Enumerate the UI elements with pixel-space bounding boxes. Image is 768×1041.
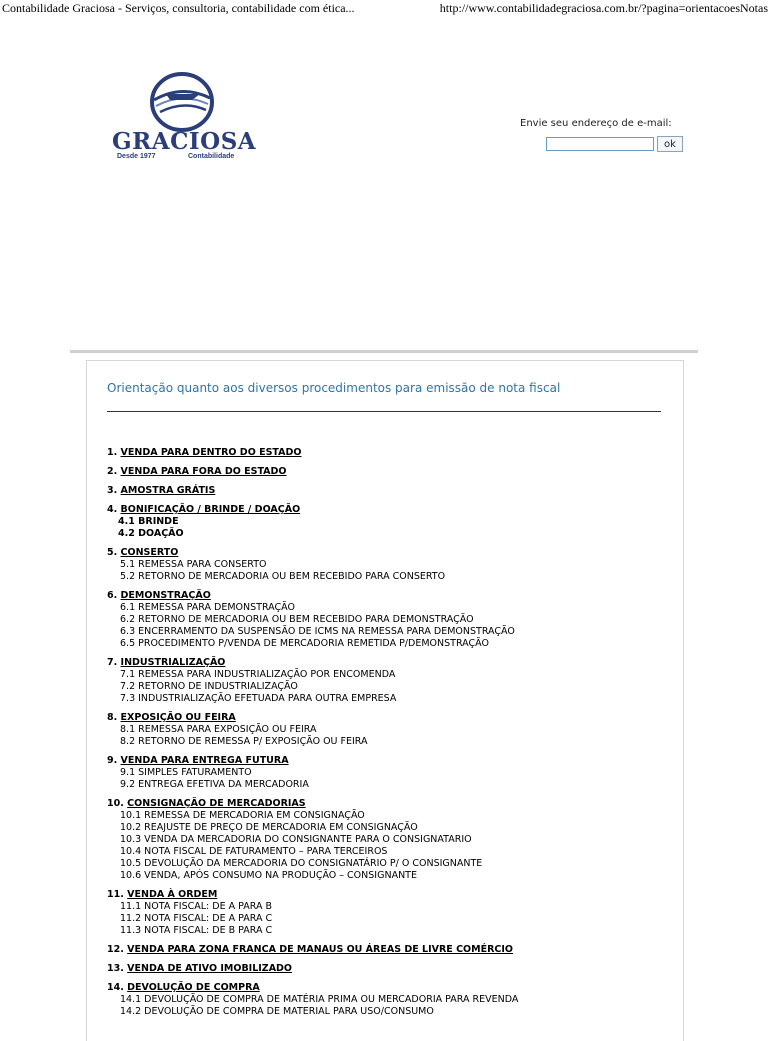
section-subitem[interactable]: 6.3 ENCERRAMENTO DA SUSPENSÃO DE ICMS NA REMESSA PARA DEMONSTRAÇÃO <box>120 626 515 637</box>
logo-subtitle: Contabilidade <box>188 153 235 160</box>
print-page-title: Contabilidade Graciosa - Serviços, consultoria, contabilidade com ética... <box>2 1 355 15</box>
section-7 <box>107 657 667 705</box>
section-subitem[interactable]: 6.2 RETORNO DE MERCADORIA OU BEM RECEBIDO PARA DEMONSTRAÇÃO <box>120 614 474 625</box>
section-link[interactable]: CONSERTO <box>120 547 179 558</box>
section-heading <box>107 485 667 497</box>
logo-since: Desde 1977 <box>117 153 156 160</box>
email-input[interactable] <box>546 137 654 151</box>
section-heading <box>107 547 667 559</box>
section-number: 7. <box>107 657 118 668</box>
section-subitem[interactable]: 6.1 REMESSA PARA DEMONSTRAÇÃO <box>120 602 295 613</box>
section-number: 13. <box>107 963 124 974</box>
section-heading <box>107 798 667 810</box>
section-link[interactable]: VENDA À ORDEM <box>127 889 218 900</box>
section-12 <box>107 944 667 956</box>
section-number: 5. <box>107 547 118 558</box>
content-panel <box>86 360 684 1041</box>
section-subitem[interactable]: 14.1 DEVOLUÇÃO DE COMPRA DE MATÉRIA PRIMA OU MERCADORIA PARA REVENDA <box>120 994 519 1005</box>
section-heading <box>107 590 667 602</box>
section-subitem[interactable]: 7.2 RETORNO DE INDUSTRIALIZAÇÃO <box>120 681 298 692</box>
section-subitem[interactable]: 5.1 REMESSA PARA CONSERTO <box>120 559 267 570</box>
section-subitem[interactable]: 7.3 INDUSTRIALIZAÇÃO EFETUADA PARA OUTRA EMPRESA <box>120 693 397 704</box>
section-subitem[interactable]: 9.2 ENTREGA EFETIVA DA MERCADORIA <box>120 779 309 790</box>
section-subitem[interactable]: 10.6 VENDA, APÓS CONSUMO NA PRODUÇÃO – CONSIGNANTE <box>120 870 417 881</box>
section-1 <box>107 447 667 459</box>
section-link[interactable]: AMOSTRA GRÁTIS <box>120 485 216 496</box>
section-8 <box>107 712 667 748</box>
section-link[interactable]: VENDA DE ATIVO IMOBILIZADO <box>127 963 293 974</box>
section-6 <box>107 590 667 650</box>
section-link[interactable]: INDUSTRIALIZAÇÃO <box>120 657 226 668</box>
section-number: 9. <box>107 755 118 766</box>
section-link[interactable]: VENDA PARA DENTRO DO ESTADO <box>120 447 302 458</box>
section-subitem[interactable]: 10.3 VENDA DA MERCADORIA DO CONSIGNANTE PARA O CONSIGNATARIO <box>120 834 472 845</box>
section-subitem[interactable]: 8.1 REMESSA PARA EXPOSIÇÃO OU FEIRA <box>120 724 317 735</box>
logo-emblem-icon <box>112 70 252 132</box>
section-11 <box>107 889 667 937</box>
section-number: 10. <box>107 798 124 809</box>
header-divider <box>70 350 698 353</box>
section-heading <box>107 504 667 516</box>
section-14 <box>107 982 667 1018</box>
section-number: 4. <box>107 504 118 515</box>
section-link[interactable]: EXPOSIÇÃO OU FEIRA <box>120 712 236 723</box>
section-number: 12. <box>107 944 124 955</box>
section-subitem[interactable]: 14.2 DEVOLUÇÃO DE COMPRA DE MATERIAL PARA USO/CONSUMO <box>120 1006 434 1017</box>
section-heading <box>107 657 667 669</box>
section-heading <box>107 447 667 459</box>
section-subitem[interactable]: 11.2 NOTA FISCAL: DE A PARA C <box>120 913 273 924</box>
section-13 <box>107 963 667 975</box>
section-number: 2. <box>107 466 118 477</box>
section-subitem[interactable]: 9.1 SIMPLES FATURAMENTO <box>120 767 252 778</box>
section-link[interactable]: DEMONSTRAÇÃO <box>120 590 211 601</box>
section-10 <box>107 798 667 882</box>
section-link[interactable]: BONIFICAÇÃO / BRINDE / DOAÇÃO <box>120 504 301 515</box>
section-number: 14. <box>107 982 124 993</box>
section-heading <box>107 889 667 901</box>
print-header <box>0 0 768 18</box>
section-3 <box>107 485 667 497</box>
section-subitem[interactable]: 4.2 DOAÇÃO <box>118 528 184 539</box>
section-subitem[interactable]: 4.1 BRINDE <box>118 516 179 527</box>
section-subitem[interactable]: 11.1 NOTA FISCAL: DE A PARA B <box>120 901 273 912</box>
section-number: 8. <box>107 712 118 723</box>
section-subitem[interactable]: 7.1 REMESSA PARA INDUSTRIALIZAÇÃO POR ENCOMENDA <box>120 669 396 680</box>
section-number: 6. <box>107 590 118 601</box>
section-heading <box>107 755 667 767</box>
logo[interactable] <box>112 70 257 165</box>
section-9 <box>107 755 667 791</box>
section-subitem[interactable]: 6.5 PROCEDIMENTO P/VENDA DE MERCADORIA REMETIDA P/DEMONSTRAÇÃO <box>120 638 489 649</box>
section-link[interactable]: DEVOLUÇÃO DE COMPRA <box>127 982 260 993</box>
section-number: 1. <box>107 447 118 458</box>
section-4 <box>107 504 667 540</box>
section-heading <box>107 712 667 724</box>
section-subitem[interactable]: 10.4 NOTA FISCAL DE FATURAMENTO – PARA TERCEIROS <box>120 846 388 857</box>
section-subitem[interactable]: 8.2 RETORNO DE REMESSA P/ EXPOSIÇÃO OU FEIRA <box>120 736 368 747</box>
section-heading <box>107 466 667 478</box>
section-subitem[interactable]: 11.3 NOTA FISCAL: DE B PARA C <box>120 925 273 936</box>
section-link[interactable]: CONSIGNAÇÃO DE MERCADORIAS <box>127 798 306 809</box>
section-5 <box>107 547 667 583</box>
print-page-url: http://www.contabilidadegraciosa.com.br/?pagina=orientacoesNotas <box>439 1 768 15</box>
section-number: 11. <box>107 889 124 900</box>
section-heading <box>107 982 667 994</box>
newsletter-label: Envie seu endereço de e-mail: <box>520 118 672 129</box>
section-subitem[interactable]: 10.5 DEVOLUÇÃO DA MERCADORIA DO CONSIGNATÁRIO P/ O CONSIGNANTE <box>120 858 483 869</box>
sections-list <box>107 447 667 1025</box>
submit-button[interactable]: ok <box>657 136 683 152</box>
newsletter-form <box>520 118 690 150</box>
section-link[interactable]: VENDA PARA ZONA FRANCA DE MANAUS OU ÁREAS DE LIVRE COMÉRCIO <box>127 944 513 955</box>
page-title: Orientação quanto aos diversos procedimentos para emissão de nota fiscal <box>107 381 561 395</box>
section-heading <box>107 944 667 956</box>
section-2 <box>107 466 667 478</box>
logo-brand: GRACIOSA <box>112 128 257 155</box>
section-subitem[interactable]: 10.2 REAJUSTE DE PREÇO DE MERCADORIA EM CONSIGNAÇÃO <box>120 822 418 833</box>
section-number: 3. <box>107 485 118 496</box>
section-subitem[interactable]: 5.2 RETORNO DE MERCADORIA OU BEM RECEBIDO PARA CONSERTO <box>120 571 446 582</box>
section-subitem[interactable]: 10.1 REMESSA DE MERCADORIA EM CONSIGNAÇÃO <box>120 810 365 821</box>
section-heading <box>107 963 667 975</box>
title-divider <box>107 411 661 412</box>
section-link[interactable]: VENDA PARA FORA DO ESTADO <box>120 466 287 477</box>
section-link[interactable]: VENDA PARA ENTREGA FUTURA <box>120 755 289 766</box>
